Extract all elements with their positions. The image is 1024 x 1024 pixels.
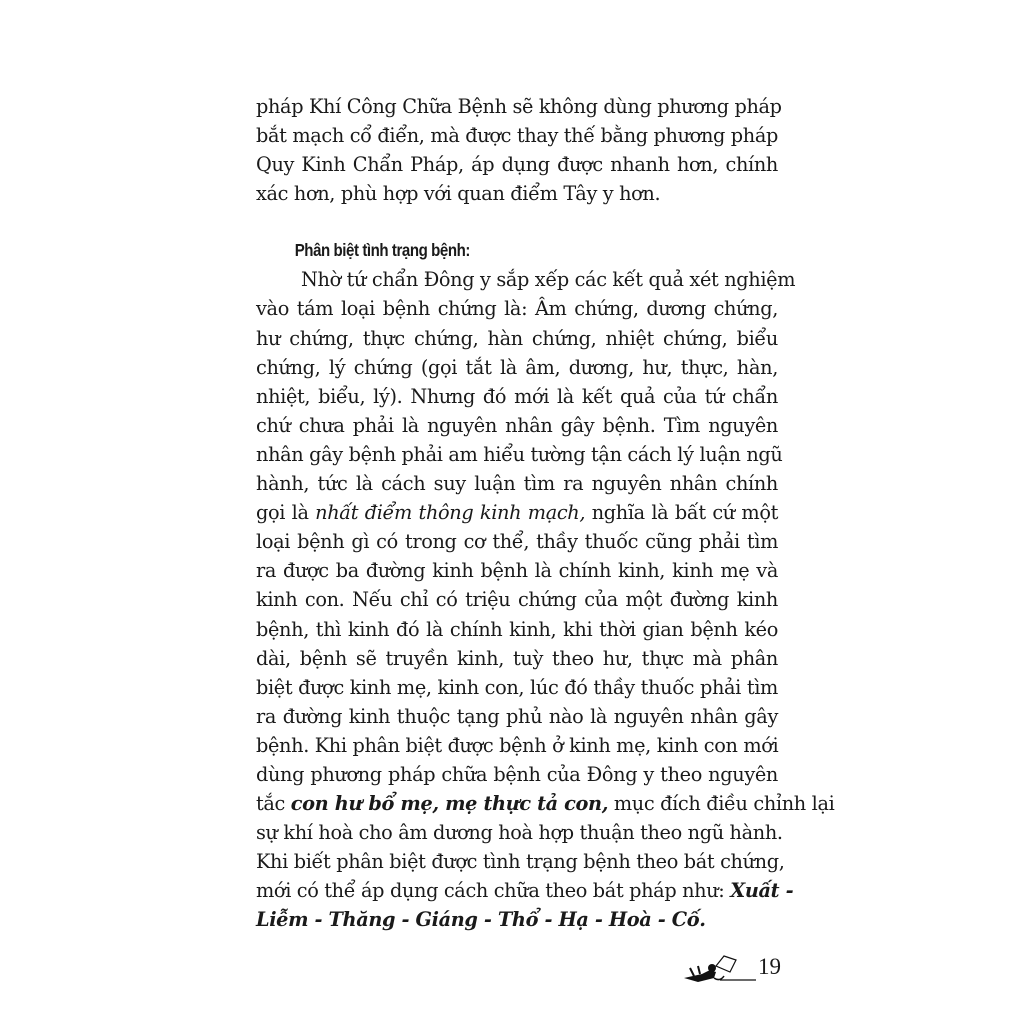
- text-line: [256, 789, 835, 818]
- text-line: bệnh, thì kinh đó là chính kinh, khi thời gian bệnh kéo: [256, 617, 778, 641]
- text-line: Quy Kinh Chẩn Pháp, áp dụng được nhanh hơn, chính: [256, 153, 778, 177]
- text-line: Nhờ tứ chẩn Đông y sắp xếp các kết quả xét nghiệm: [301, 268, 796, 292]
- text-run: mục đích điều chỉnh lại: [608, 792, 835, 816]
- bold-italic-term: Liễm - Thăng - Giáng - Thổ - Hạ - Hoà - Cố.: [256, 908, 706, 932]
- paragraph-gap: [256, 208, 778, 236]
- text-line: [256, 905, 778, 934]
- book-page-text: [256, 92, 835, 935]
- text-run: mới có thể áp dụng cách chữa theo bát pháp như:: [256, 879, 731, 903]
- page-number: 19: [758, 954, 781, 979]
- text-line: nhiệt, biểu, lý). Nhưng đó mới là kết quả của tứ chẩn: [256, 384, 778, 408]
- text-line: ra được ba đường kinh bệnh là chính kinh, kinh mẹ và: [256, 559, 778, 583]
- text-run: gọi là: [256, 501, 316, 525]
- text-line: kinh con. Nếu chỉ có triệu chứng của một đường kinh: [256, 588, 778, 612]
- text-run: nghĩa là bất cứ một: [585, 501, 778, 525]
- text-line: hư chứng, thực chứng, hàn chứng, nhiệt chứng, biểu: [256, 326, 778, 350]
- text-line: vào tám loại bệnh chứng là: Âm chứng, dương chứng,: [256, 297, 778, 321]
- bold-italic-term: con hư bổ mẹ, mẹ thực tả con,: [290, 792, 609, 816]
- text-line: bắt mạch cổ điển, mà được thay thế bằng phương pháp: [256, 124, 778, 148]
- text-line: chứ chưa phải là nguyên nhân gây bệnh. Tìm nguyên: [256, 413, 778, 437]
- text-line: bệnh. Khi phân biệt được bệnh ở kinh mẹ, kinh con mới: [256, 733, 779, 757]
- text-line: nhân gây bệnh phải am hiểu tường tận cách lý luận ngũ: [256, 442, 783, 466]
- text-line: dài, bệnh sẽ truyền kinh, tuỳ theo hư, thực mà phân: [256, 646, 778, 670]
- section-heading: Phân biệt tình trạng bệnh:: [294, 240, 470, 261]
- text-line: [256, 876, 794, 905]
- text-line: chứng, lý chứng (gọi tắt là âm, dương, hư, thực, hàn,: [256, 355, 778, 379]
- text-line: [256, 498, 778, 527]
- text-line: loại bệnh gì có trong cơ thể, thầy thuốc cũng phải tìm: [256, 530, 778, 554]
- text-line: biệt được kinh mẹ, kinh con, lúc đó thầy thuốc phải tìm: [256, 675, 778, 699]
- text-line: hành, tức là cách suy luận tìm ra nguyên nhân chính: [256, 472, 778, 496]
- text-line: ra đường kinh thuộc tạng phủ nào là nguyên nhân gây: [256, 704, 778, 728]
- text-line: sự khí hoà cho âm dương hoà hợp thuận theo ngũ hành.: [256, 821, 783, 845]
- italic-term: nhất điểm thông kinh mạch,: [315, 501, 586, 525]
- text-run: tắc: [256, 792, 291, 816]
- sage-figure-ornament-icon: [680, 952, 760, 988]
- text-line: dùng phương pháp chữa bệnh của Đông y theo nguyên: [256, 762, 778, 786]
- bold-italic-term: Xuất -: [730, 879, 794, 903]
- text-line: xác hơn, phù hợp với quan điểm Tây y hơn.: [256, 182, 661, 206]
- text-line: pháp Khí Công Chữa Bệnh sẽ không dùng phương pháp: [256, 95, 782, 118]
- text-line: Khi biết phân biệt được tình trạng bệnh theo bát chứng,: [256, 850, 785, 874]
